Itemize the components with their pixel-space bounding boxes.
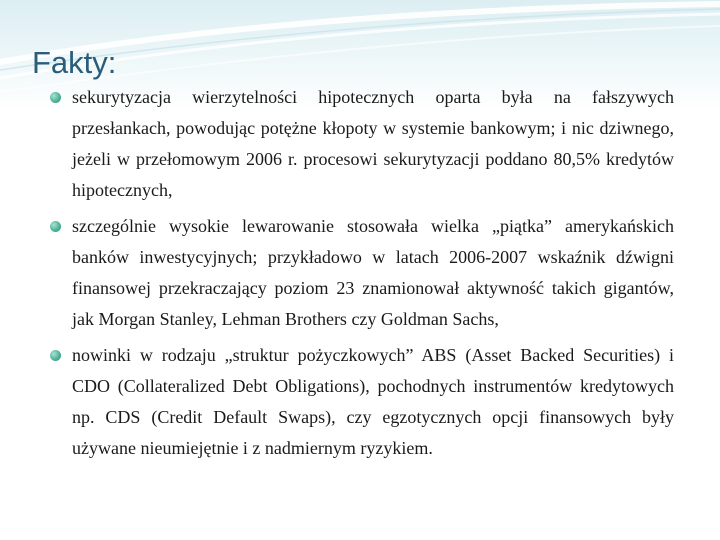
bullet-text: szczególnie wysokie lewarowanie stosowała wielka „piątka” amerykańskich banków inwestycyjnych; przykładowo w latach 2006-2007 wskaźnik dźwigni finansowej przekraczający poziom 23 znamionował aktywność takich gigantów, jak Morgan Stanley, Lehman Brothers czy Goldman Sachs,	[72, 216, 674, 329]
bullet-list	[48, 82, 674, 469]
bullet-dot-icon	[50, 221, 61, 232]
bullet-text: nowinki w rodzaju „struktur pożyczkowych” ABS (Asset Backed Securities) i CDO (Collateralized Debt Obligations), pochodnych instrumentów kredytowych np. CDS (Credit Default Swaps), czy egzotycznych opcji finansowych były używane nieumiejętnie i z nadmiernym ryzykiem.	[72, 345, 674, 458]
bullet-text: sekurytyzacja wierzytelności hipotecznych oparta była na fałszywych przesłankach, powodując potężne kłopoty w systemie bankowym; i nic dziwnego, jeżeli w przełomowym 2006 r. procesowi sekurytyzacji poddano 80,5% kredytów hipotecznych,	[72, 87, 674, 200]
bullet-item	[48, 82, 674, 206]
bullet-item	[48, 211, 674, 335]
bullet-item	[48, 340, 674, 464]
bullet-dot-icon	[50, 350, 61, 361]
bullet-dot-icon	[50, 92, 61, 103]
slide-title: Fakty:	[32, 45, 117, 80]
